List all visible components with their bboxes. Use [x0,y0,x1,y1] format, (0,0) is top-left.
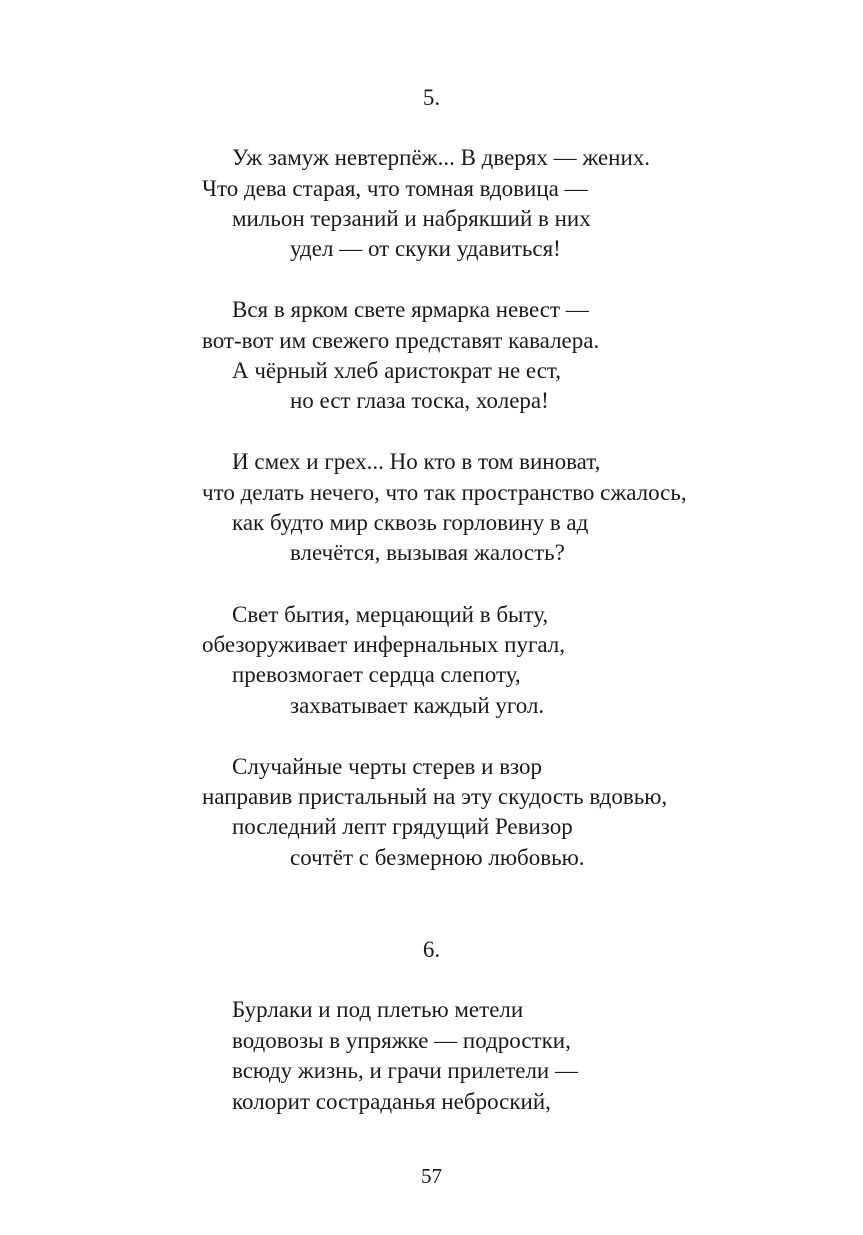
poem-line: Бурлаки и под плетью метели [232,997,524,1022]
poem-line: направив пристальный на эту скудость вдовью, [202,784,668,809]
poem-line: как будто мир сквозь горловину в ад [232,510,589,535]
poem-line: обезоруживает инфернальных пугал, [202,632,566,657]
poem-line: превозмогает сердца слепоту, [232,662,521,687]
poem-line: последний лепт грядущий Ревизор [232,814,573,839]
poem-line: всюду жизнь, и грачи прилетели — [232,1058,578,1083]
poem-line: И смех и грех... Но кто в том виноват, [232,449,601,474]
poem-line: Что дева старая, что томная вдовица — [202,176,588,201]
section-number: 5. [422,85,441,110]
poem-line: Вся в ярком свете ярмарка невест — [232,297,589,322]
poem-line: вот-вот им свежего представят кавалера. [202,328,600,353]
poem-line: Уж замуж невтерпёж... В дверях — жених. [232,145,651,170]
poem-line: сочтёт с безмерною любовью. [290,845,585,870]
poem-line: что делать нечего, что так пространство сжалось, [202,480,687,505]
poem-line: влечётся, вызывая жалость? [290,540,565,565]
poem-line: удел — от скуки удавиться! [290,236,561,261]
section-number: 6. [422,937,441,962]
poem-line: водовозы в упряжке — подростки, [232,1028,571,1053]
poem-line: захватывает каждый угол. [290,693,545,718]
poem-line: А чёрный хлеб аристократ не ест, [232,358,561,383]
page-number: 57 [421,1164,442,1188]
poem-line: колорит состраданья неброский, [232,1089,551,1114]
poem-line: мильон терзаний и набрякший в них [232,206,591,231]
poem-line: но ест глаза тоска, холера! [290,388,549,413]
poem-line: Случайные черты стерев и взор [232,754,543,779]
poem-line: Свет бытия, мерцающий в быту, [232,602,549,627]
